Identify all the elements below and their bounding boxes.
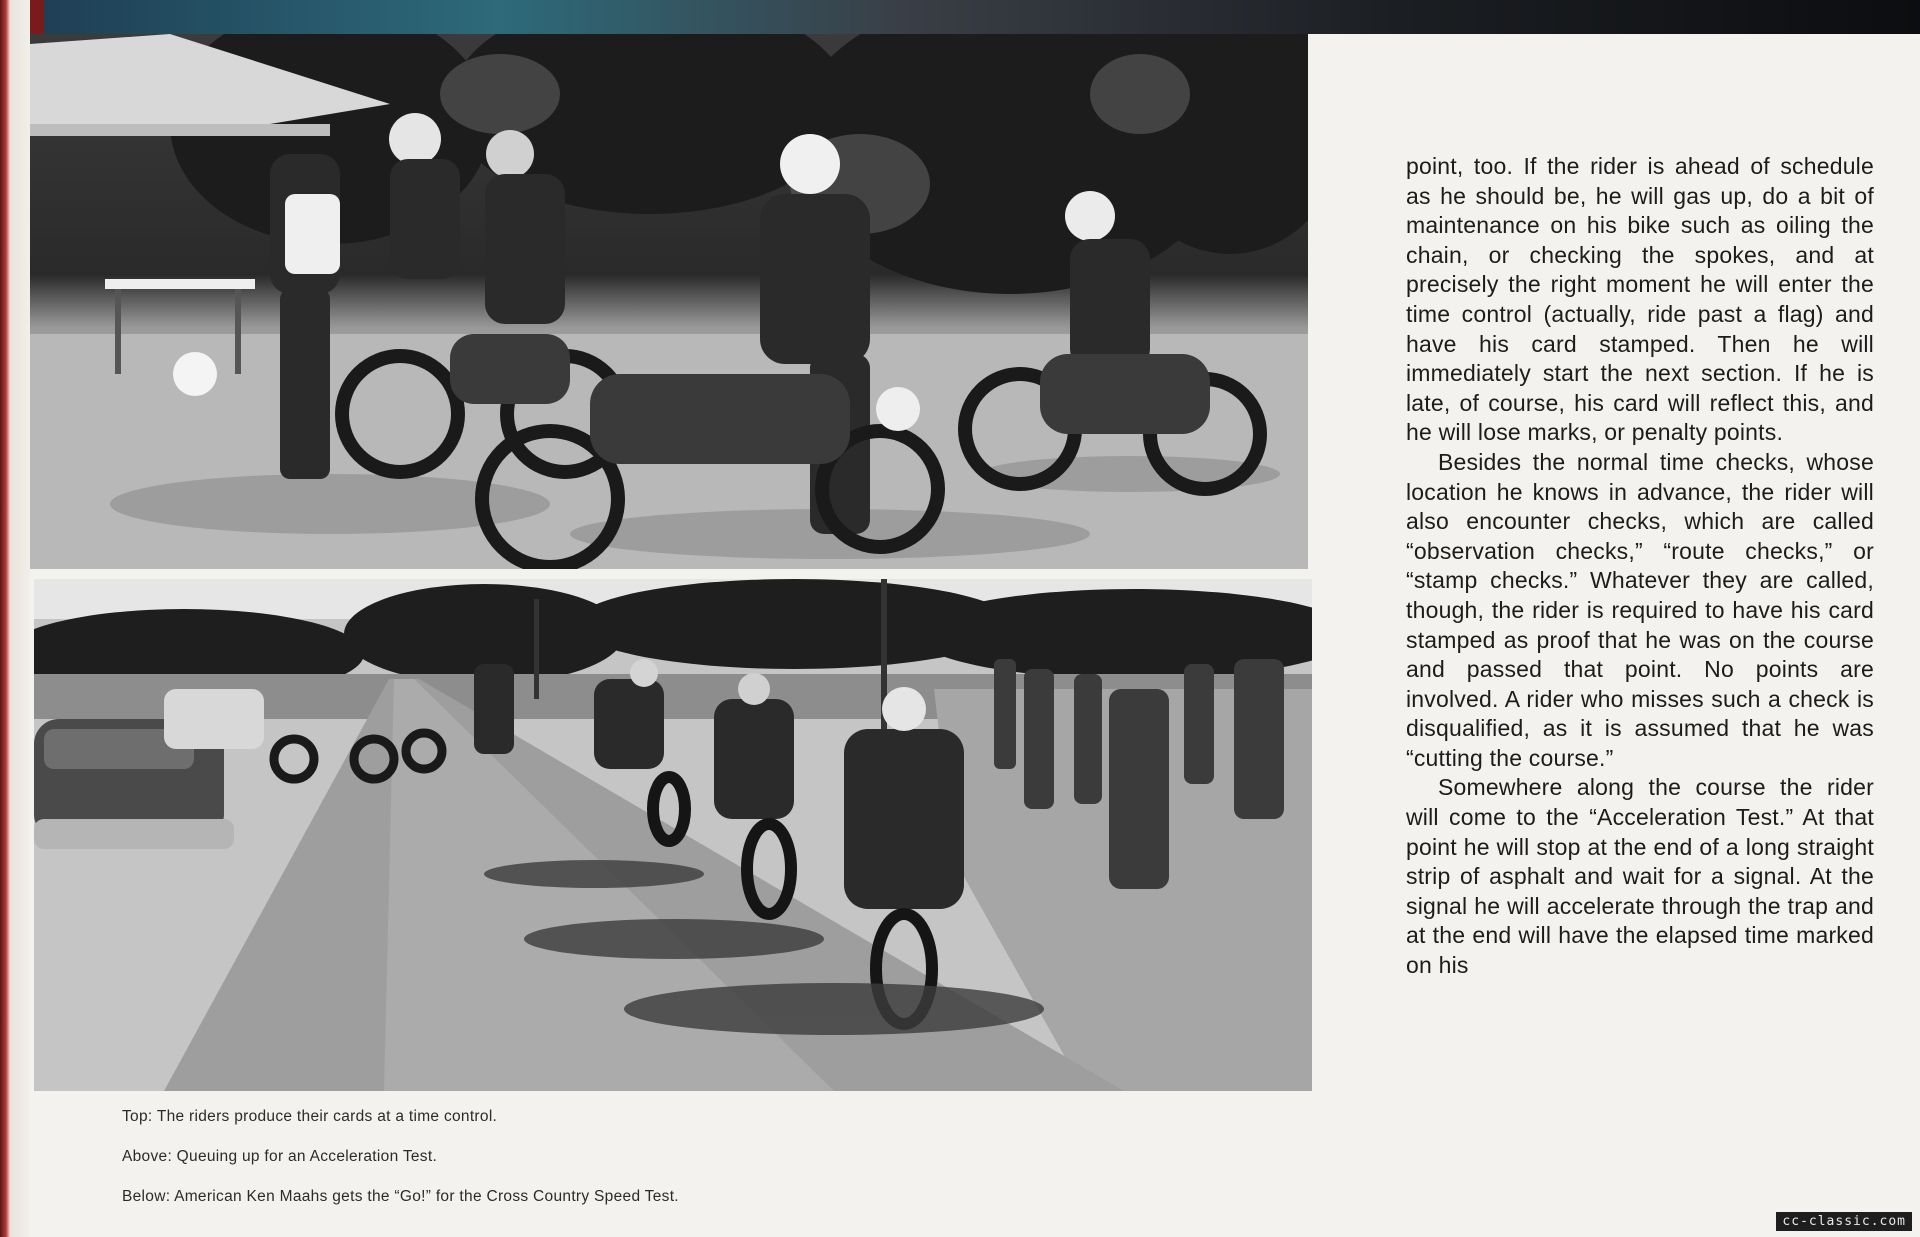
caption-top: Top: The riders produce their cards at a time control. <box>122 1108 498 1125</box>
magazine-page <box>30 34 1920 1237</box>
time-control-photo <box>30 34 1308 569</box>
article-paragraph: Besides the normal time checks, whose location he knows in advance, the rider will also encounter checks, which are called “observation checks,” “route checks,” or “stamp checks.” Whatever they are called, though, the rider is required to have his card stamped as proof that he was on the course and passed that point. No points are involved. A rider who misses such a check is disqualified, as it is assumed that he was “cutting the course.” <box>1406 448 1874 771</box>
article-column <box>1406 152 1874 981</box>
caption-below: Below: American Ken Maahs gets the “Go!” for the Cross Country Speed Test. <box>122 1188 679 1205</box>
acceleration-test-queue-photo <box>34 579 1312 1091</box>
caption-above: Above: Queuing up for an Acceleration Test. <box>122 1148 438 1165</box>
page-spine-edge <box>0 0 30 1237</box>
article-paragraph: Somewhere along the course the rider will come to the “Acceleration Test.” At that point he will stop at the end of a long straight strip of asphalt and wait for a signal. At the signal he will accelerate through the trap and at the end will have the elapsed time marked on his <box>1406 774 1874 979</box>
photo-captions <box>122 1106 1222 1226</box>
article-paragraph: point, too. If the rider is ahead of schedule as he should be, he will gas up, do a bit of maintenance on his bike such as oiling the chain, or checking the spokes, and at precisely the right moment he will enter the time control (actually, ride past a flag) and have his card stamped. Then he will immediately start the next section. If he is late, of course, his card will reflect this, and he will lose marks, or penalty points. <box>1406 153 1874 446</box>
site-watermark: cc-classic.com <box>1776 1212 1912 1231</box>
